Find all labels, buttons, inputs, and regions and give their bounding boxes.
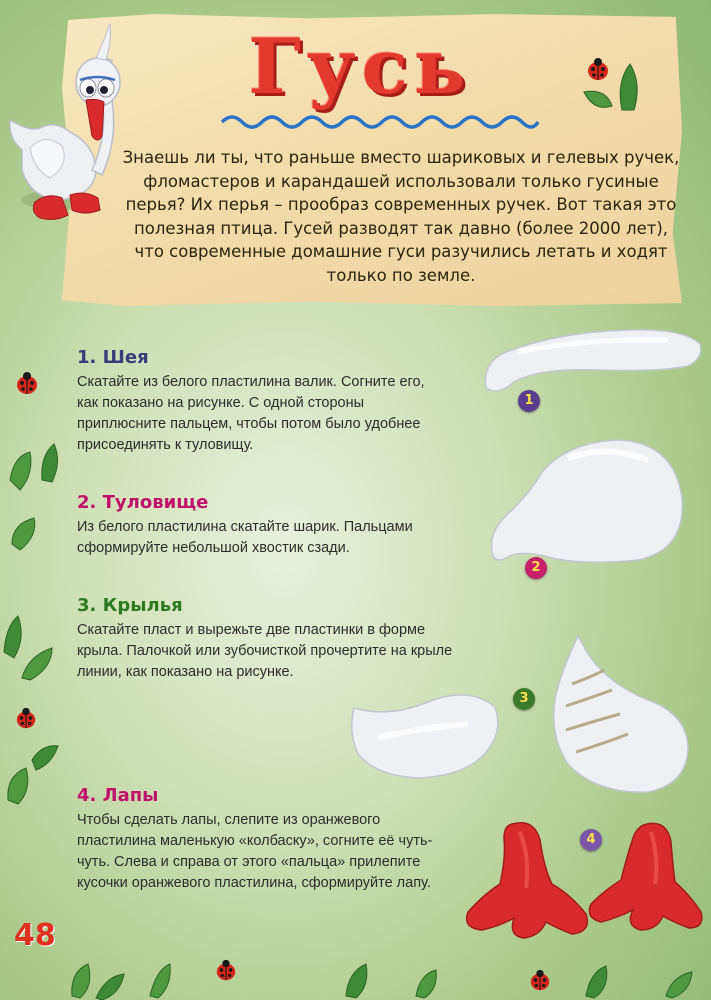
foot-clay-image-right	[585, 820, 709, 932]
step-3-text: Скатайте пласт и вырежьте две пластинки в форме крыла. Палочкой или зубочисткой прочертите на крыле линии, как показано на рисунке.	[77, 622, 453, 680]
goose-figure-image	[0, 20, 125, 225]
step-4-text: Чтобы сделать лапы, слепите из оранжевого пластилина маленькую «колбаску», согните её чуть-чуть. Слева и справа от этого «пальца» прилепите кусочки оранжевого пластилина, сформируйте лапу.	[77, 812, 433, 891]
page-title: Гусь	[248, 22, 472, 111]
step-2-badge: 2	[525, 557, 547, 579]
page-number: 48	[14, 918, 56, 953]
leaf-icon	[6, 440, 66, 560]
neck-clay-image	[478, 322, 708, 398]
intro-text: Знаешь ли ты, что раньше вместо шариковых и гелевых ручек, фломастеров и карандашей использовали только гусиные перья? Их перья – прообраз современных ручек. Вот такая это полезная птица. Гусей разводят так давно (более 2000 лет), что современные домашние гуси разучились летать и ходят только по земле.	[122, 148, 680, 285]
step-1-badge: 1	[518, 390, 540, 412]
step-2-title: 2. Туловище	[77, 492, 209, 513]
wave-ornament	[220, 112, 540, 132]
ladybug-icon	[14, 706, 38, 730]
ladybug-icon	[214, 958, 238, 982]
step-3-badge: 3	[513, 688, 535, 710]
wing-clay-image	[548, 634, 693, 796]
ladybug-icon	[14, 370, 40, 396]
step-4-badge: 4	[580, 829, 602, 851]
step-1-title: 1. Шея	[77, 347, 149, 368]
foot-clay-image-left	[460, 818, 595, 940]
leaf-icon	[580, 60, 650, 120]
leaf-icon	[2, 740, 62, 810]
leaf-icon	[66, 936, 706, 1000]
leaf-icon	[0, 612, 60, 682]
step-1-text: Скатайте из белого пластилина валик. Согните его, как показано на рисунке. С одной стороны приплюсните пальцем, чтобы потом было удобнее присоединять к туловищу.	[77, 374, 425, 453]
ladybug-icon	[528, 968, 552, 992]
body-clay-image	[488, 438, 688, 566]
step-2-text: Из белого пластилина скатайте шарик. Пальцами сформируйте небольшой хвостик сзади.	[77, 519, 413, 556]
step-3-title: 3. Крылья	[77, 595, 183, 616]
wing-plate-clay-image	[348, 688, 504, 780]
step-4-title: 4. Лапы	[77, 785, 159, 806]
